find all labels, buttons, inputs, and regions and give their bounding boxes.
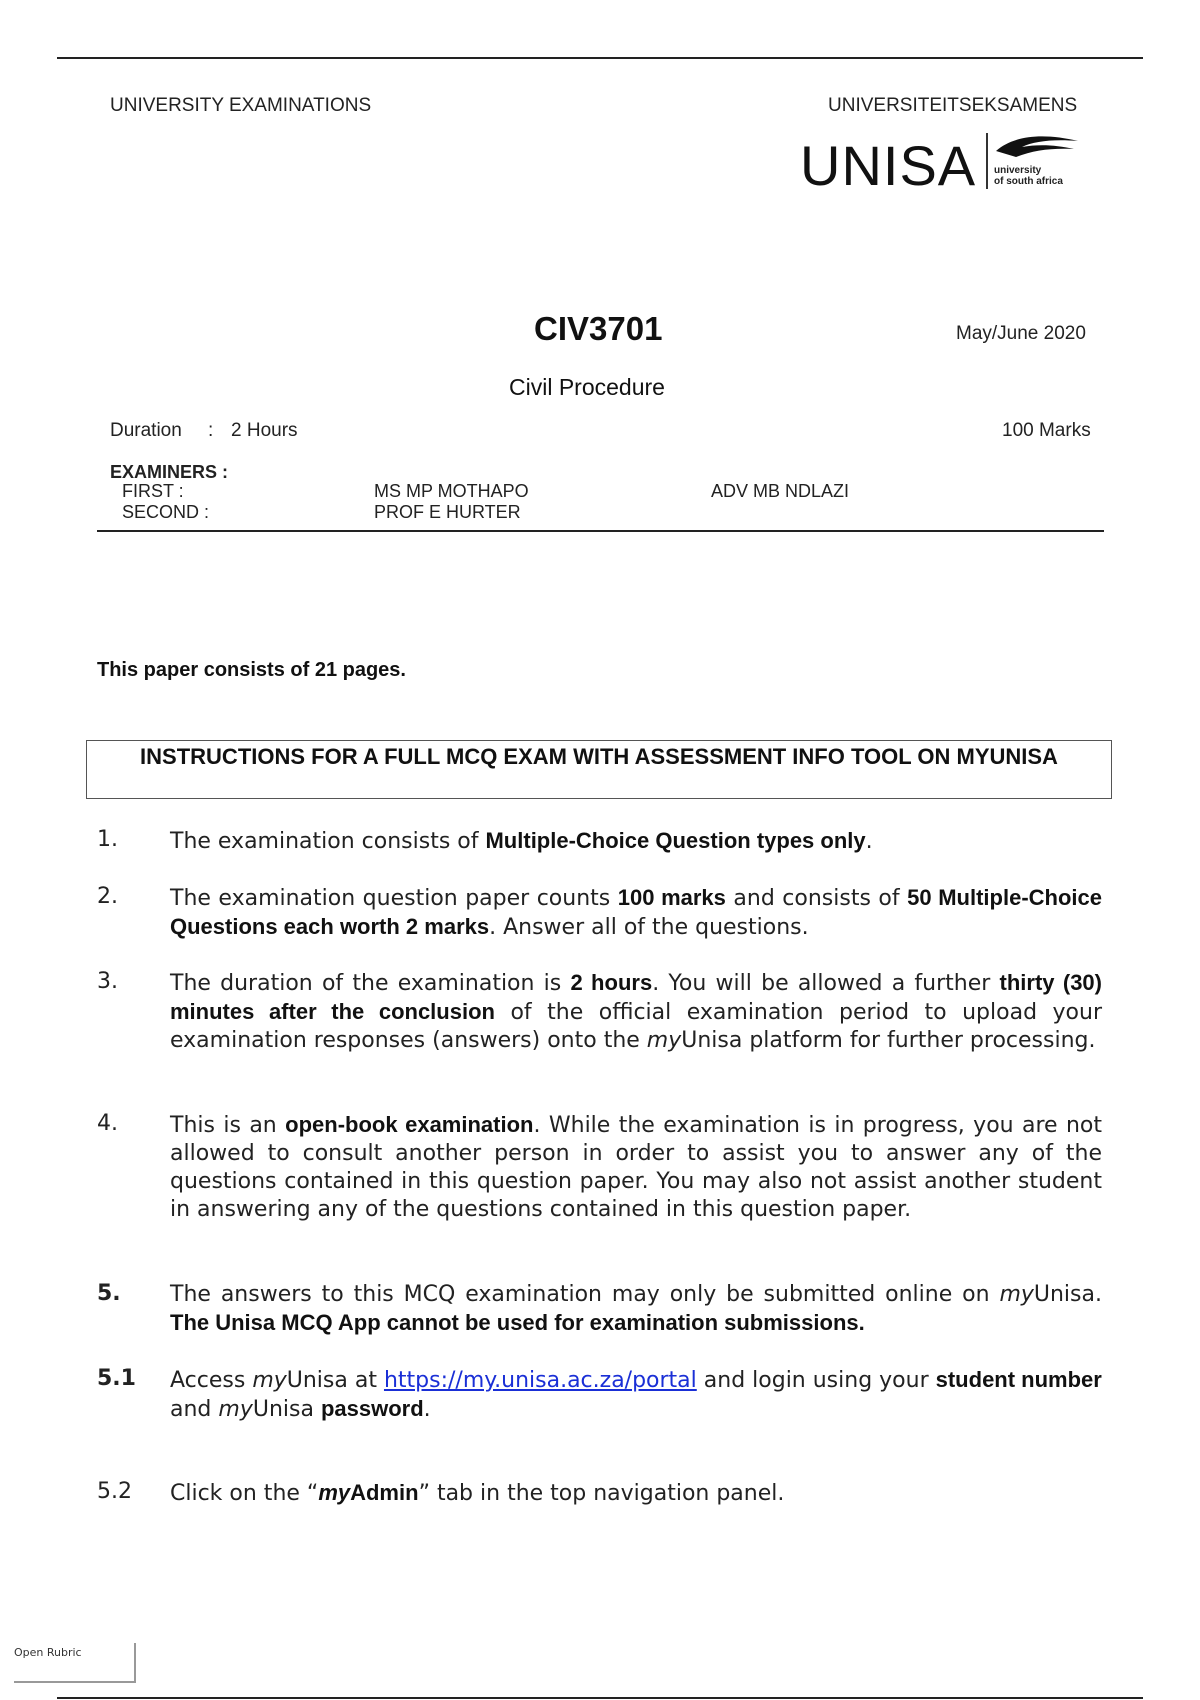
instruction-item-2 bbox=[170, 884, 1102, 942]
item-number: 2. bbox=[97, 884, 118, 909]
unisa-wing-icon bbox=[994, 133, 1080, 163]
bottom-rule bbox=[57, 1697, 1143, 1699]
top-rule bbox=[57, 57, 1143, 59]
text: This is an bbox=[170, 1113, 286, 1138]
emphasis: 100 marks bbox=[617, 885, 726, 910]
text: and consists of bbox=[725, 886, 908, 911]
text: and login using your bbox=[696, 1368, 936, 1393]
instruction-item-4 bbox=[170, 1111, 1102, 1224]
text: Click on the “ bbox=[170, 1481, 319, 1506]
logo-subtitle-line1: university bbox=[994, 165, 1042, 176]
emphasis: password bbox=[320, 1396, 424, 1421]
page-count-note: This paper consists of 21 pages. bbox=[97, 659, 406, 681]
emphasis: Multiple-Choice Question types only bbox=[485, 828, 866, 853]
italic-my: my bbox=[218, 1397, 253, 1422]
text: The examination question paper counts bbox=[170, 886, 618, 911]
examiner-second-name: PROF E HURTER bbox=[374, 502, 521, 522]
italic-my: my bbox=[318, 1480, 351, 1505]
unisa-logo-text: UNISA bbox=[800, 134, 977, 197]
italic-my: my bbox=[999, 1282, 1034, 1307]
instruction-item-5-1 bbox=[170, 1366, 1102, 1424]
text: Unisa platform for further processing. bbox=[681, 1028, 1096, 1053]
emphasis: 2 hours bbox=[570, 970, 653, 995]
text: . You will be allowed a further bbox=[652, 971, 1000, 996]
examiner-first-name-2: ADV MB NDLAZI bbox=[711, 481, 850, 501]
text: and bbox=[170, 1397, 219, 1422]
logo-divider bbox=[986, 133, 988, 189]
item-number: 3. bbox=[97, 969, 118, 994]
header-right: UNIVERSITEITSEKSAMENS bbox=[828, 95, 1078, 116]
instructions-title-box: INSTRUCTIONS FOR A FULL MCQ EXAM WITH ASSESSMENT INFO TOOL ON MYUNISA bbox=[86, 740, 1112, 799]
emphasis: thirty (30) minutes after the conclusion bbox=[170, 970, 1102, 1024]
emphasis: open-book examination bbox=[285, 1112, 534, 1137]
instruction-item-1 bbox=[170, 827, 1102, 856]
duration-label: Duration bbox=[110, 420, 182, 441]
header-left: UNIVERSITY EXAMINATIONS bbox=[110, 95, 372, 116]
examiner-second-label: SECOND : bbox=[122, 502, 210, 522]
course-name: Civil Procedure bbox=[509, 374, 665, 400]
instruction-item-5 bbox=[170, 1281, 1102, 1338]
text: . While the examination is in progress, you are not allowed to consult another person in order to assist you to answer any of the questions contained in this question paper. You may also not assist another student in answering any of the questions contained in this question paper. bbox=[170, 1113, 1102, 1222]
course-code: CIV3701 bbox=[534, 310, 663, 347]
emphasis: Admin bbox=[350, 1480, 419, 1505]
examiner-first-label: FIRST : bbox=[122, 481, 184, 501]
open-rubric-label[interactable]: Open Rubric bbox=[14, 1643, 136, 1683]
total-marks: 100 Marks bbox=[1002, 420, 1091, 441]
exam-date: May/June 2020 bbox=[956, 323, 1086, 344]
emphasis: 50 Multiple-Choice Questions each worth 2 marks bbox=[170, 885, 1102, 939]
emphasis: The Unisa MCQ App cannot be used for examination submissions. bbox=[170, 1310, 865, 1335]
italic-my: my bbox=[252, 1368, 287, 1393]
item-number: 5. bbox=[97, 1281, 121, 1306]
text: . Answer all of the questions. bbox=[489, 915, 809, 940]
text: The answers to this MCQ examination may only be submitted online on bbox=[170, 1282, 1000, 1307]
instruction-item-3 bbox=[170, 969, 1102, 1055]
portal-link[interactable]: https://my.unisa.ac.za/portal bbox=[383, 1368, 697, 1393]
item-number: 4. bbox=[97, 1111, 118, 1136]
emphasis: student number bbox=[935, 1367, 1102, 1392]
text: The examination consists of bbox=[170, 829, 486, 854]
item-number: 1. bbox=[97, 827, 118, 852]
text: Access bbox=[170, 1368, 253, 1393]
examiners-title: EXAMINERS : bbox=[110, 462, 229, 482]
italic-my: my bbox=[646, 1028, 682, 1053]
logo-subtitle-line2: of south africa bbox=[994, 176, 1063, 187]
item-number: 5.2 bbox=[97, 1479, 132, 1504]
header-rule bbox=[97, 530, 1104, 532]
text: The duration of the examination is bbox=[170, 971, 571, 996]
examiner-first-name-1: MS MP MOTHAPO bbox=[374, 481, 529, 501]
text: . bbox=[865, 829, 873, 854]
text: Unisa at bbox=[286, 1368, 384, 1393]
duration-separator: : bbox=[208, 420, 214, 441]
item-number: 5.1 bbox=[97, 1366, 136, 1391]
duration-value: 2 Hours bbox=[231, 420, 298, 441]
instruction-item-5-2 bbox=[170, 1479, 1102, 1508]
text: Unisa. bbox=[1033, 1282, 1102, 1307]
text: ” tab in the top navigation panel. bbox=[418, 1481, 785, 1506]
text: Unisa bbox=[252, 1397, 321, 1422]
text: of the official examination period to upload your examination responses (answers) onto the bbox=[170, 1000, 1102, 1053]
logo-subtitle bbox=[994, 165, 1063, 187]
text: . bbox=[423, 1397, 431, 1422]
